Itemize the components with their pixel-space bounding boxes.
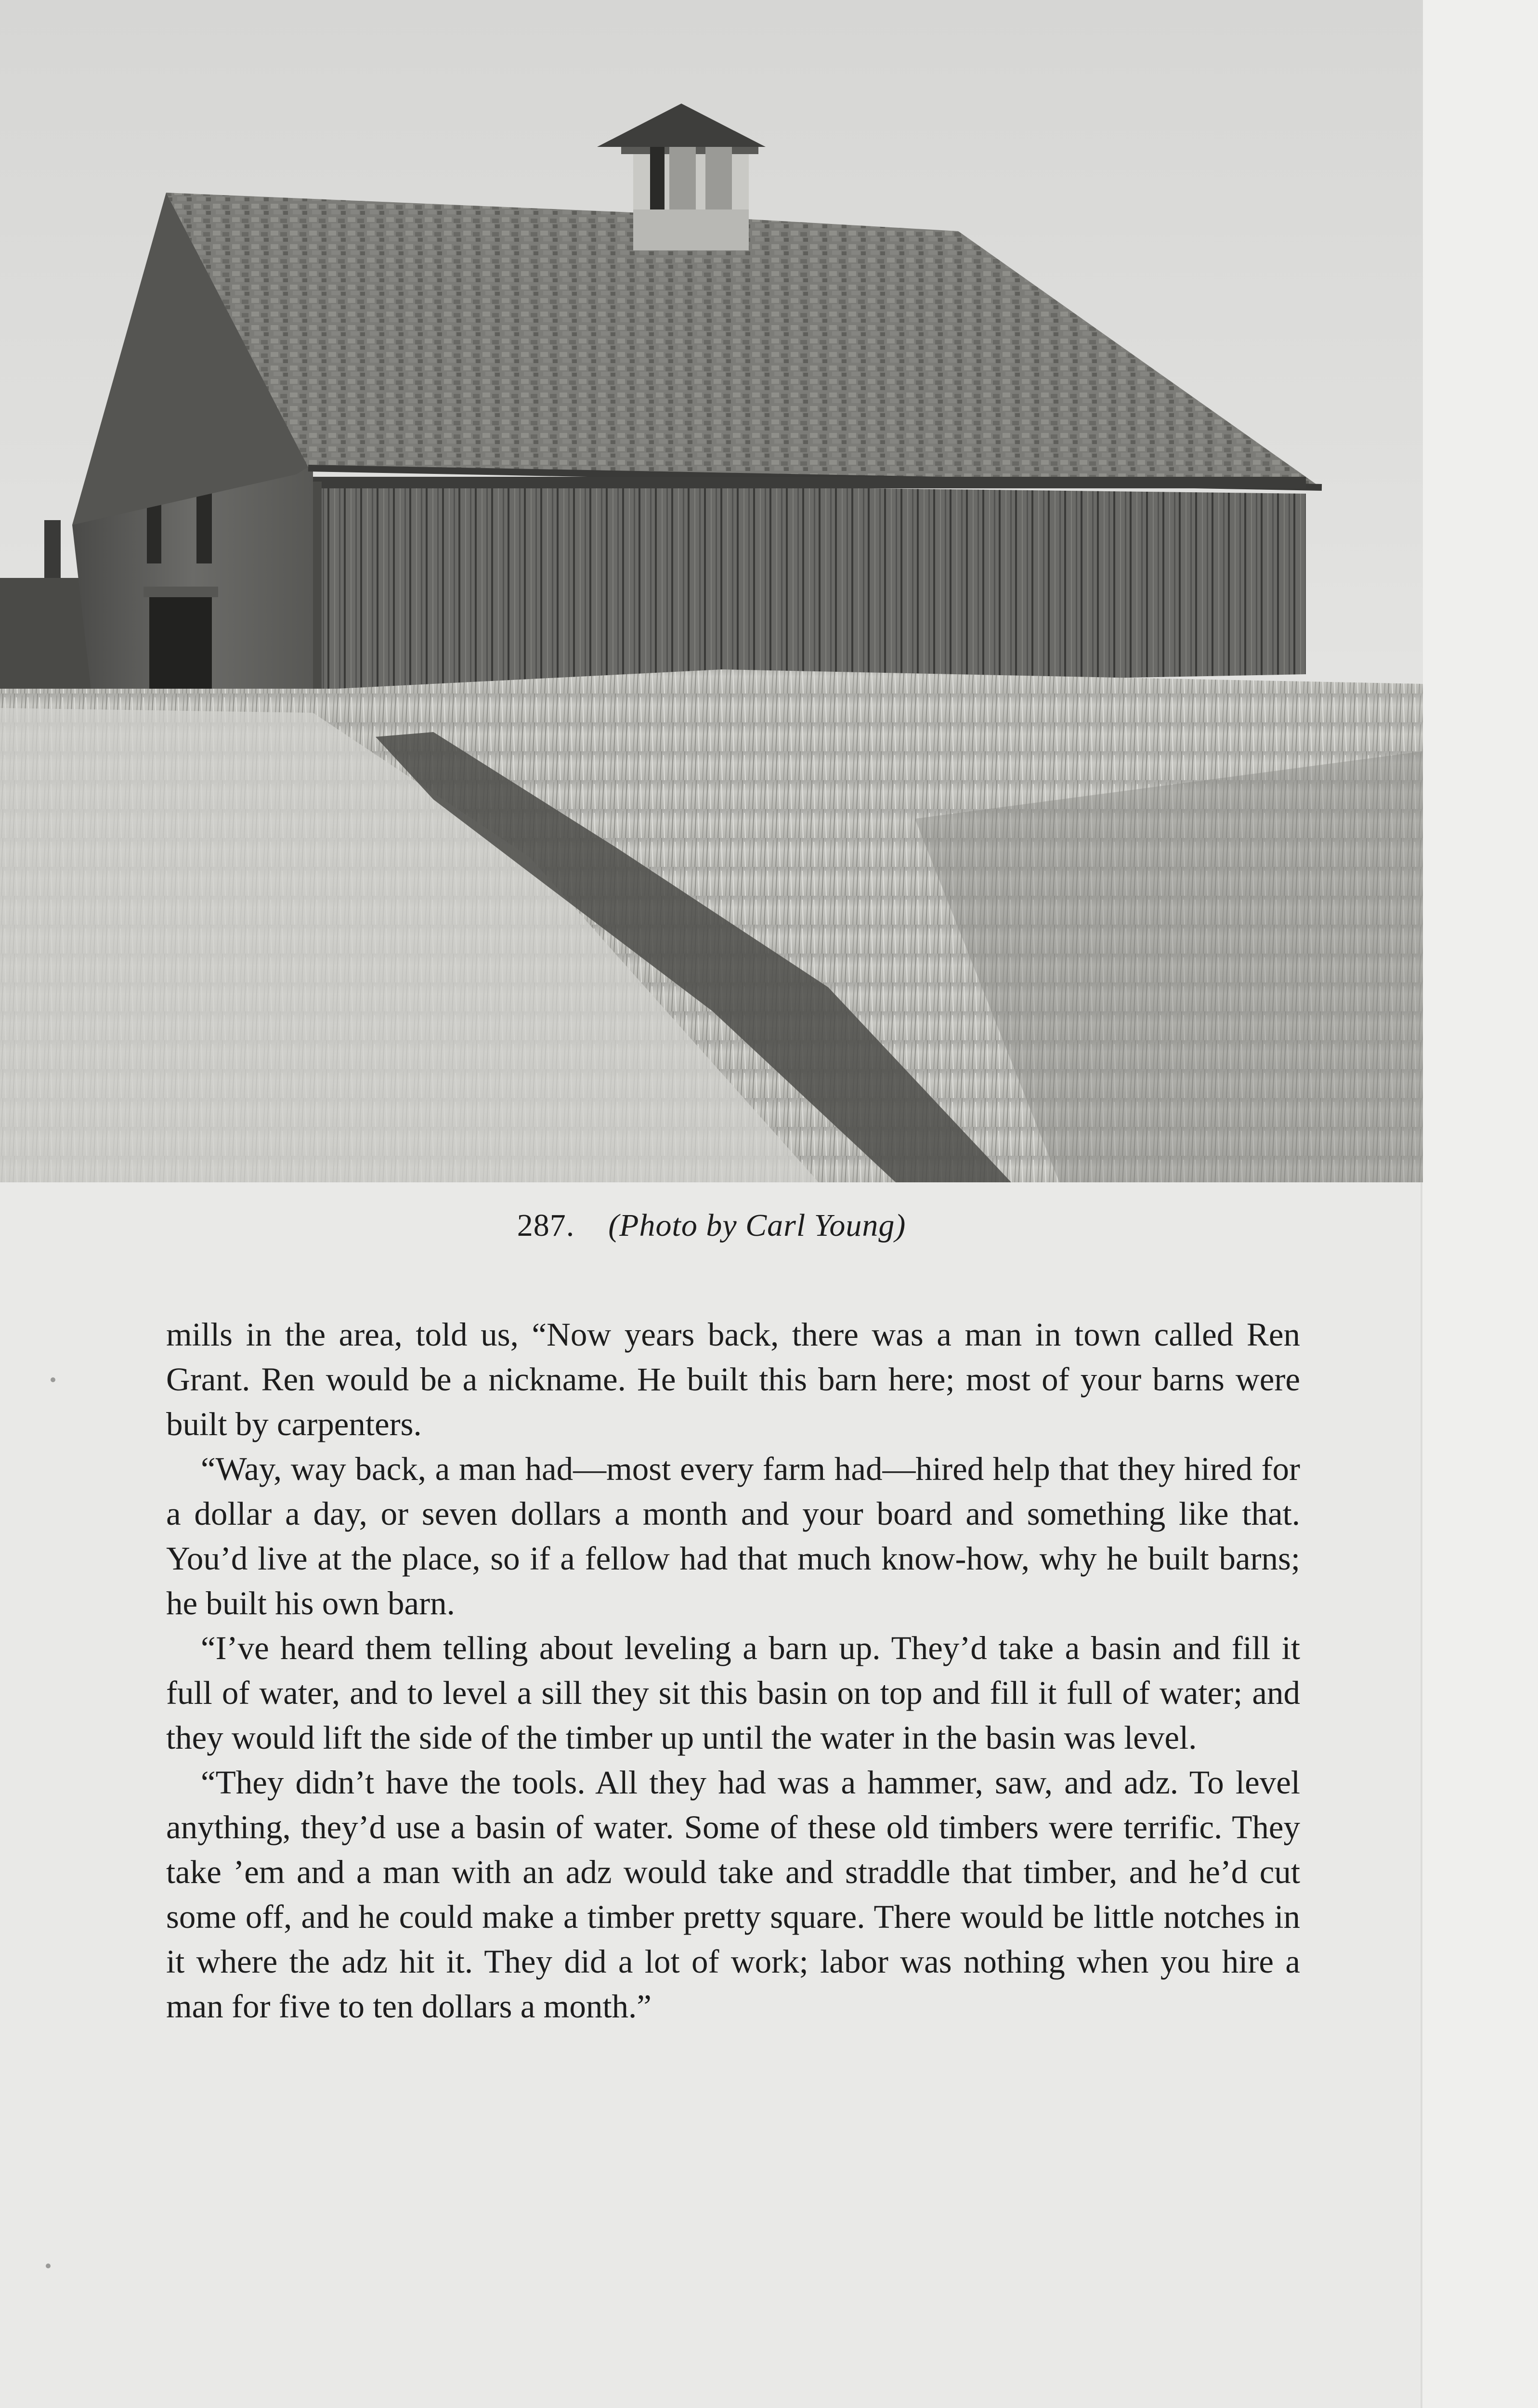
paper-speck	[51, 1377, 55, 1382]
caption-number: 287.	[517, 1208, 575, 1243]
paragraph-3: “I’ve heard them telling about leveling a barn up. They’d take a basin and fill it full of water, and to level a sill they sit this basin on top and fill it full of water; and they would lift the side of the timber up until the water in the basin was level.	[166, 1630, 1300, 1756]
paper-speck	[46, 2264, 51, 2268]
paragraph-4: “They didn’t have the tools. All they had was a hammer, saw, and adz. To level anything, they’d use a basin of water. Some of these old timbers were terrific. They take ’em and a man with an adz would take and straddle that timber, and he’d cut some off, and he could make a timber pretty square. There would be little notches in it where the adz hit it. They did a lot of work; labor was nothing when you hire a man for five to ten dollars a month.”	[166, 1764, 1300, 2025]
body-text	[166, 1312, 1300, 2029]
paragraph-1: mills in the area, told us, “Now years back, there was a man in town called Ren Grant. Ren would be a nickname. He built this barn here; most of your barns were built by carpenters.	[166, 1316, 1300, 1442]
photo-caption	[0, 1204, 1423, 1247]
paragraph-2: “Way, way back, a man had—most every farm had—hired help that they hired for a dollar a day, or seven dollars a month and your board and something like that. You’d live at the place, so if a fellow had that much know-how, why he built barns; he built his own barn.	[166, 1451, 1300, 1622]
page-edge-strip	[1421, 0, 1538, 2408]
barn-photo-drawing	[0, 0, 1423, 1182]
caption-credit: (Photo by Carl Young)	[608, 1208, 906, 1243]
barn-photograph	[0, 0, 1423, 1182]
